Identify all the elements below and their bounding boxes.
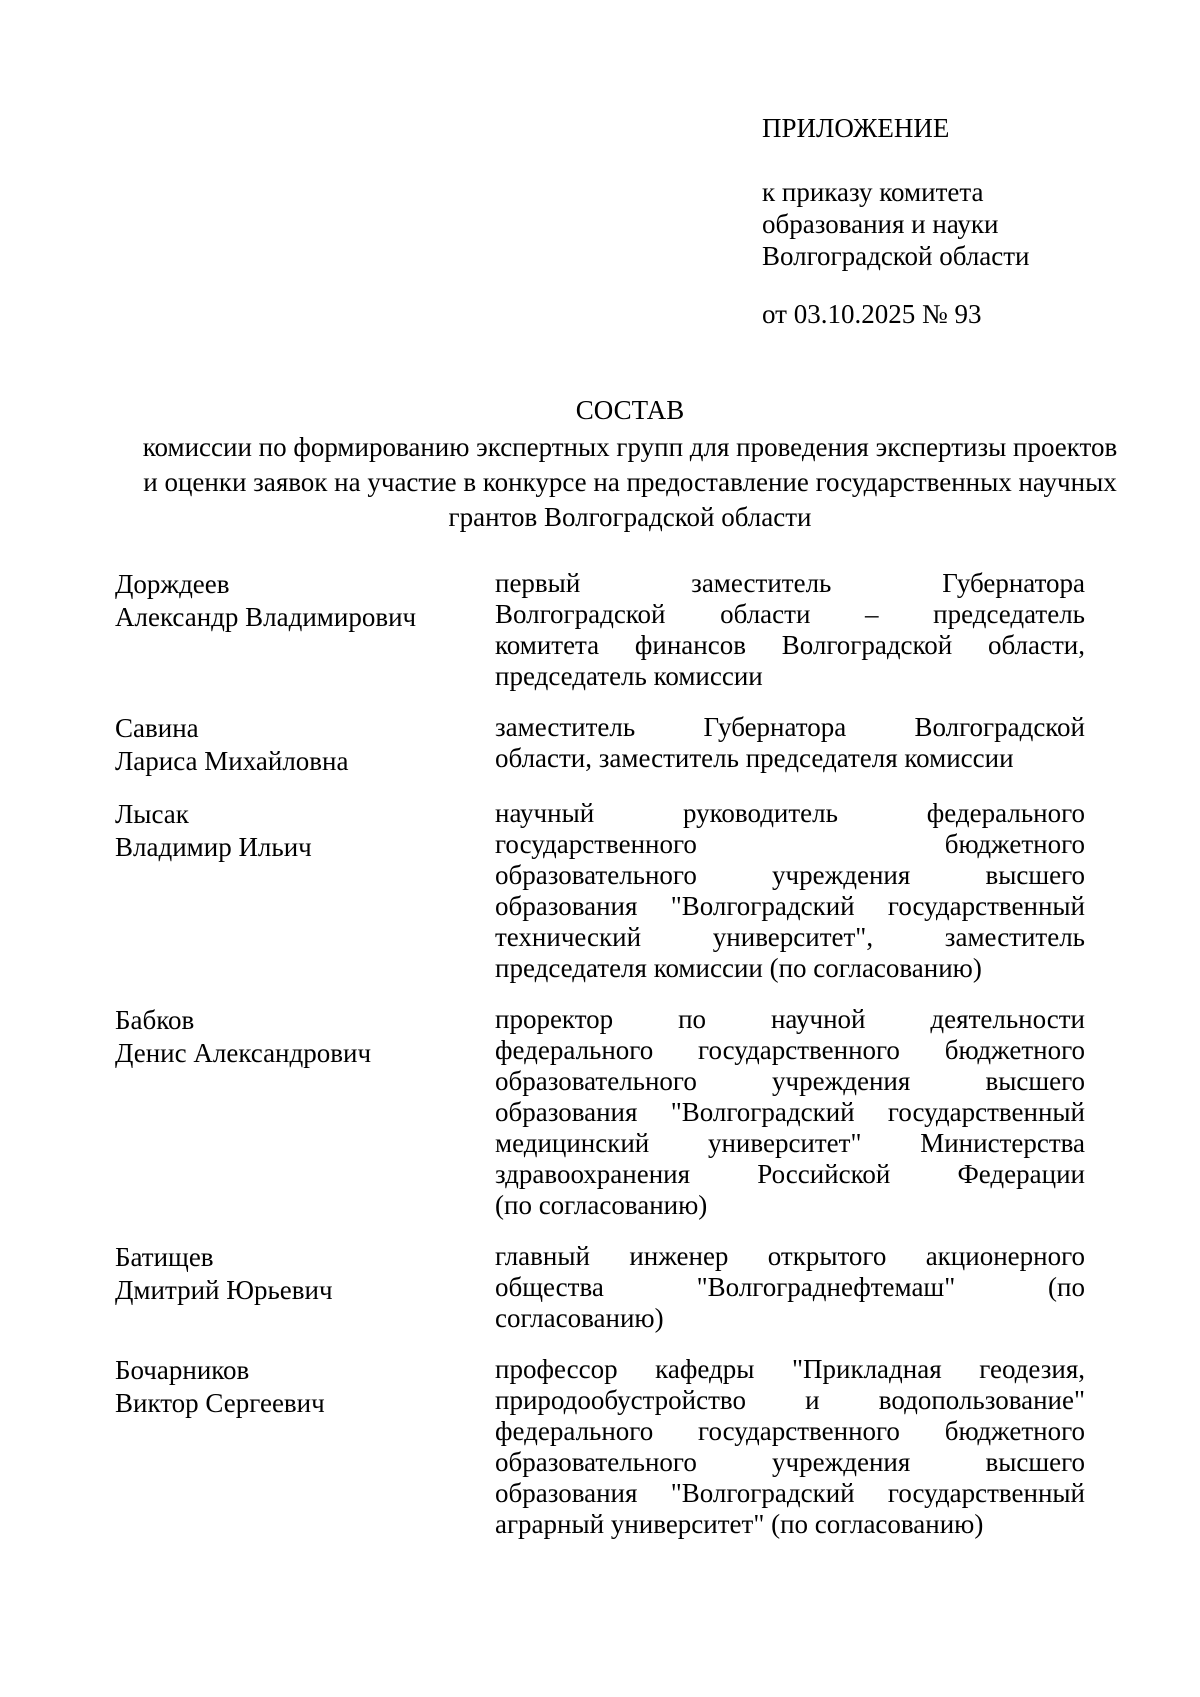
member-role-line: федерального государственного бюджетного bbox=[495, 1416, 1085, 1446]
member-role-line: федерального государственного бюджетного bbox=[495, 1035, 1085, 1065]
member-surname: Лысак bbox=[115, 799, 189, 829]
member-role-line: Волгоградской области – председатель bbox=[495, 599, 1085, 629]
member-role-line: согласованию) bbox=[495, 1303, 664, 1333]
heading-line: и оценки заявок на участие в конкурсе на предоставление государственных научных bbox=[143, 467, 1117, 497]
member-given-name: Александр Владимирович bbox=[115, 602, 417, 632]
member-role-line: профессор кафедры "Прикладная геодезия, bbox=[495, 1354, 1085, 1384]
member-name bbox=[115, 1241, 495, 1307]
member-role-line: здравоохранения Российской Федерации bbox=[495, 1159, 1085, 1189]
member-role bbox=[495, 1241, 1085, 1334]
member-surname: Савина bbox=[115, 713, 199, 743]
member-name bbox=[115, 798, 495, 864]
member-surname: Бочарников bbox=[115, 1355, 250, 1385]
member-name bbox=[115, 1004, 495, 1070]
member-role-line: образовательного учреждения высшего bbox=[495, 1066, 1085, 1096]
member-given-name: Виктор Сергеевич bbox=[115, 1388, 325, 1418]
member-entry bbox=[115, 568, 1085, 692]
member-role-line: технический университет", заместитель bbox=[495, 922, 1085, 952]
member-role bbox=[495, 568, 1085, 692]
member-surname: Дорждеев bbox=[115, 569, 230, 599]
member-role-line: области, заместитель председателя комиссии bbox=[495, 743, 1014, 773]
member-role-line: образовательного учреждения высшего bbox=[495, 1447, 1085, 1477]
heading-line: грантов Волгоградской области bbox=[448, 502, 812, 532]
member-given-name: Денис Александрович bbox=[115, 1038, 372, 1068]
commission-members-list bbox=[115, 568, 1085, 1560]
member-role-line: (по согласованию) bbox=[495, 1190, 708, 1220]
member-role-line: общества "Волгограднефтемаш" (по bbox=[495, 1272, 1085, 1302]
member-name bbox=[115, 1354, 495, 1420]
member-role bbox=[495, 1004, 1085, 1221]
appendix-line: образования и науки bbox=[762, 209, 999, 239]
member-role-line: аграрный университет" (по согласованию) bbox=[495, 1509, 984, 1539]
member-role bbox=[495, 712, 1085, 774]
member-role-line: государственного бюджетного bbox=[495, 829, 1085, 859]
member-entry bbox=[115, 712, 1085, 778]
member-role-line: образования "Волгоградский государственный bbox=[495, 1478, 1085, 1508]
appendix-title: ПРИЛОЖЕНИЕ bbox=[762, 113, 950, 143]
document-heading bbox=[100, 393, 1160, 535]
member-entry bbox=[115, 1354, 1085, 1540]
member-entry bbox=[115, 1004, 1085, 1221]
member-role-line: медицинский университет" Министерства bbox=[495, 1128, 1085, 1158]
member-name bbox=[115, 568, 495, 634]
member-role-line: главный инженер открытого акционерного bbox=[495, 1241, 1085, 1271]
member-given-name: Владимир Ильич bbox=[115, 832, 312, 862]
member-given-name: Дмитрий Юрьевич bbox=[115, 1275, 333, 1305]
appendix-line: Волгоградской области bbox=[762, 241, 1030, 271]
member-role-line: научный руководитель федерального bbox=[495, 798, 1085, 828]
member-role-line: проректор по научной деятельности bbox=[495, 1004, 1085, 1034]
heading-line: комиссии по формированию экспертных групп для проведения экспертизы проектов bbox=[142, 432, 1118, 462]
appendix-block bbox=[762, 112, 1122, 330]
order-reference: от 03.10.2025 № 93 bbox=[762, 299, 982, 329]
member-role-line: комитета финансов Волгоградской области, bbox=[495, 630, 1085, 660]
member-role-line: образования "Волгоградский государственный bbox=[495, 891, 1085, 921]
member-role-line: образовательного учреждения высшего bbox=[495, 860, 1085, 890]
member-surname: Бабков bbox=[115, 1005, 195, 1035]
member-surname: Батищев bbox=[115, 1242, 214, 1272]
member-role-line: председатель комиссии bbox=[495, 661, 763, 691]
member-role bbox=[495, 1354, 1085, 1540]
member-entry bbox=[115, 798, 1085, 984]
heading-title: СОСТАВ bbox=[575, 395, 685, 425]
appendix-line: к приказу комитета bbox=[762, 177, 984, 207]
member-role-line: природообустройство и водопользование" bbox=[495, 1385, 1085, 1415]
member-name bbox=[115, 712, 495, 778]
member-role bbox=[495, 798, 1085, 984]
member-entry bbox=[115, 1241, 1085, 1334]
member-role-line: заместитель Губернатора Волгоградской bbox=[495, 712, 1085, 742]
member-role-line: образования "Волгоградский государственный bbox=[495, 1097, 1085, 1127]
member-role-line: председателя комиссии (по согласованию) bbox=[495, 953, 982, 983]
member-given-name: Лариса Михайловна bbox=[115, 746, 349, 776]
member-role-line: первый заместитель Губернатора bbox=[495, 568, 1085, 598]
